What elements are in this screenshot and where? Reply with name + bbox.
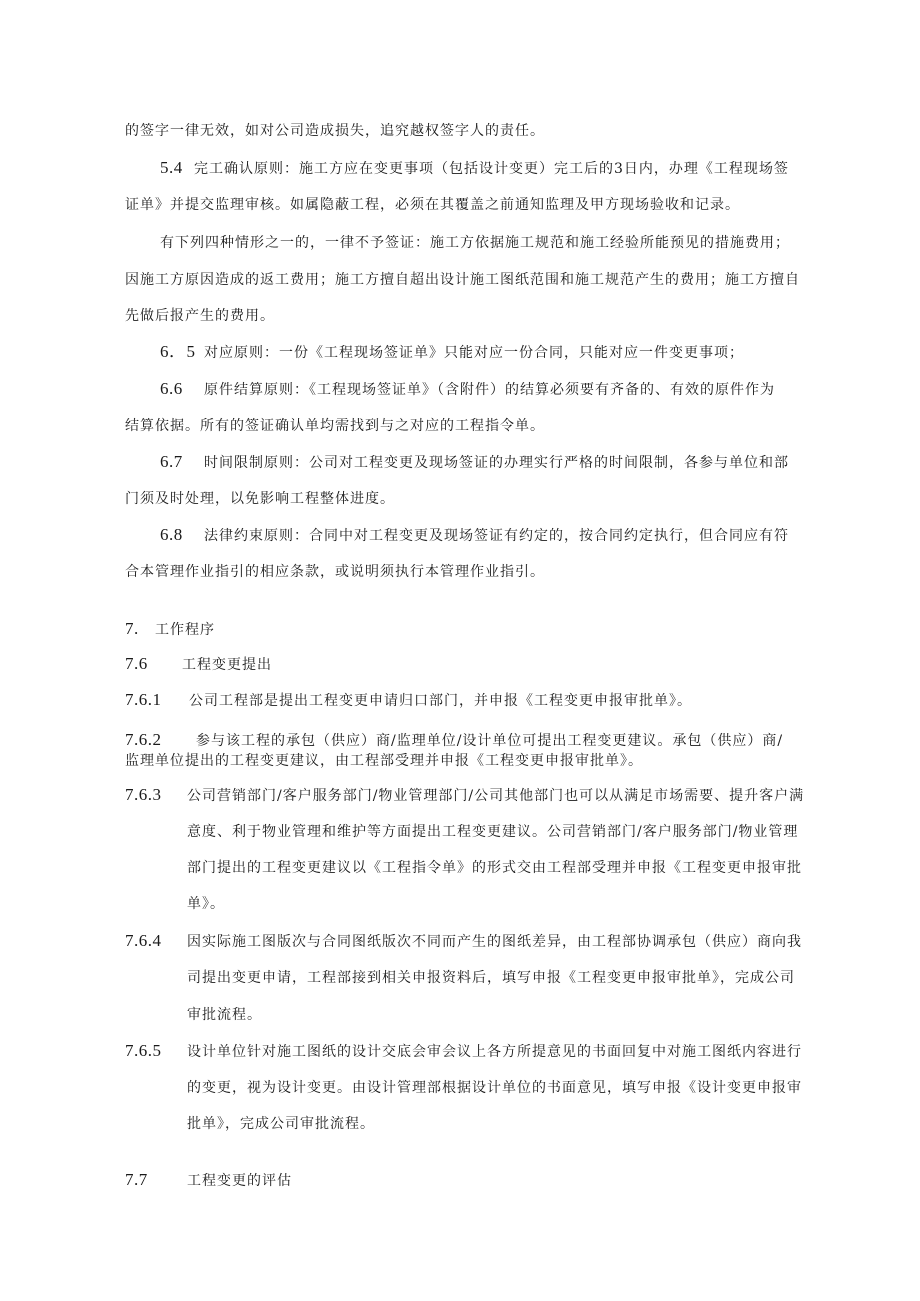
section-number: 5.4 [160,158,183,177]
section-number: 6.6 [160,379,183,398]
paragraph-line: 意度、利于物业管理和维护等方面提出工程变更建议。公司营销部门/客户服务部门/物业管理 [187,824,799,840]
paragraph-line: 监理单位提出的工程变更建议，由工程部受理并申报《工程变更申报审批单》。 [125,753,643,769]
paragraph-line: 设计单位针对施工图纸的设计交底会审会议上各方所提意见的书面回复中对施工图纸内容进行 [187,1044,802,1060]
paragraph-line: 原件结算原则：《工程现场签证单》（含附件）的结算必须要有齐备的、有效的原件作为 [204,382,775,398]
paragraph-line: 公司营销部门/客户服务部门/物业管理部门/公司其他部门也可以从满足市场需要、提升客户满 [187,788,805,804]
paragraph-line: 先做后报产生的费用。 [125,308,275,324]
item-number: 7.6.1 [125,690,162,709]
heading-number: 7.7 [125,1170,148,1189]
paragraph-line: 因实际施工图版次与合同图纸版次不同而产生的图纸差异，由工程部协调承包（供应）商向我 [187,934,802,950]
section-number: 6．5 [160,342,196,361]
heading-number: 7. [125,619,139,638]
paragraph-line: 证单》并提交监理审核。如属隐蔽工程，必须在其覆盖之前通知监理及甲方现场验收和记录。 [125,197,740,213]
item-number: 7.6.2 [125,730,162,749]
paragraph-line: 对应原则：一份《工程现场签证单》只能对应一份合同，只能对应一件变更事项； [204,345,744,361]
paragraph-line: 批单》，完成公司审批流程。 [187,1116,375,1132]
paragraph-line: 因施工方原因造成的返工费用；施工方擅自超出设计施工图纸范围和施工规范产生的费用；施工方擅自 [125,272,800,288]
paragraph-line: 完工确认原则：施工方应在变更事项（包括设计变更）完工后的3日内，办理《工程现场签 [194,161,789,177]
paragraph-line: 司提出变更申请，工程部接到相关申报资料后，填写申报《工程变更申报审批单》，完成公司 [187,970,795,986]
paragraph-line: 的签字一律无效，如对公司造成损失，追究越权签字人的责任。 [125,123,545,139]
item-number: 7.6.5 [125,1041,162,1060]
heading-title: 工程变更的评估 [187,1173,292,1189]
paragraph-line: 有下列四种情形之一的，一律不予签证：施工方依据施工规范和施工经验所能预见的措施费用； [160,235,790,251]
paragraph-line: 单》。 [187,896,225,912]
item-number: 7.6.3 [125,785,162,804]
paragraph-line: 部门提出的工程变更建议以《工程指令单》的形式交由工程部受理并申报《工程变更申报审批 [187,860,802,876]
paragraph-line: 法律约束原则：合同中对工程变更及现场签证有约定的，按合同约定执行，但合同应有符 [204,528,789,544]
paragraph-line: 公司工程部是提出工程变更申请归口部门，并申报《工程变更申报审批单》。 [189,693,692,709]
paragraph-line: 结算依据。所有的签证确认单均需找到与之对应的工程指令单。 [125,418,545,434]
heading-number: 7.6 [125,654,148,673]
paragraph-line: 合本管理作业指引的相应条款，或说明须执行本管理作业指引。 [125,564,545,580]
item-number: 7.6.4 [125,931,162,950]
section-number: 6.7 [160,452,183,471]
paragraph-line: 门须及时处理，以免影响工程整体进度。 [125,491,395,507]
section-number: 6.8 [160,525,183,544]
heading-title: 工作程序 [155,622,215,638]
paragraph-line: 的变更，视为设计变更。由设计管理部根据设计单位的书面意见，填写申报《设计变更申报审 [187,1080,802,1096]
heading-title: 工程变更提出 [182,657,272,673]
paragraph-line: 时间限制原则：公司对工程变更及现场签证的办理实行严格的时间限制，各参与单位和部 [204,455,789,471]
paragraph-line: 参与该工程的承包（供应）商/监理单位/设计单位可提出工程变更建议。承包（供应）商/ [196,733,784,749]
paragraph-line: 审批流程。 [187,1007,262,1023]
